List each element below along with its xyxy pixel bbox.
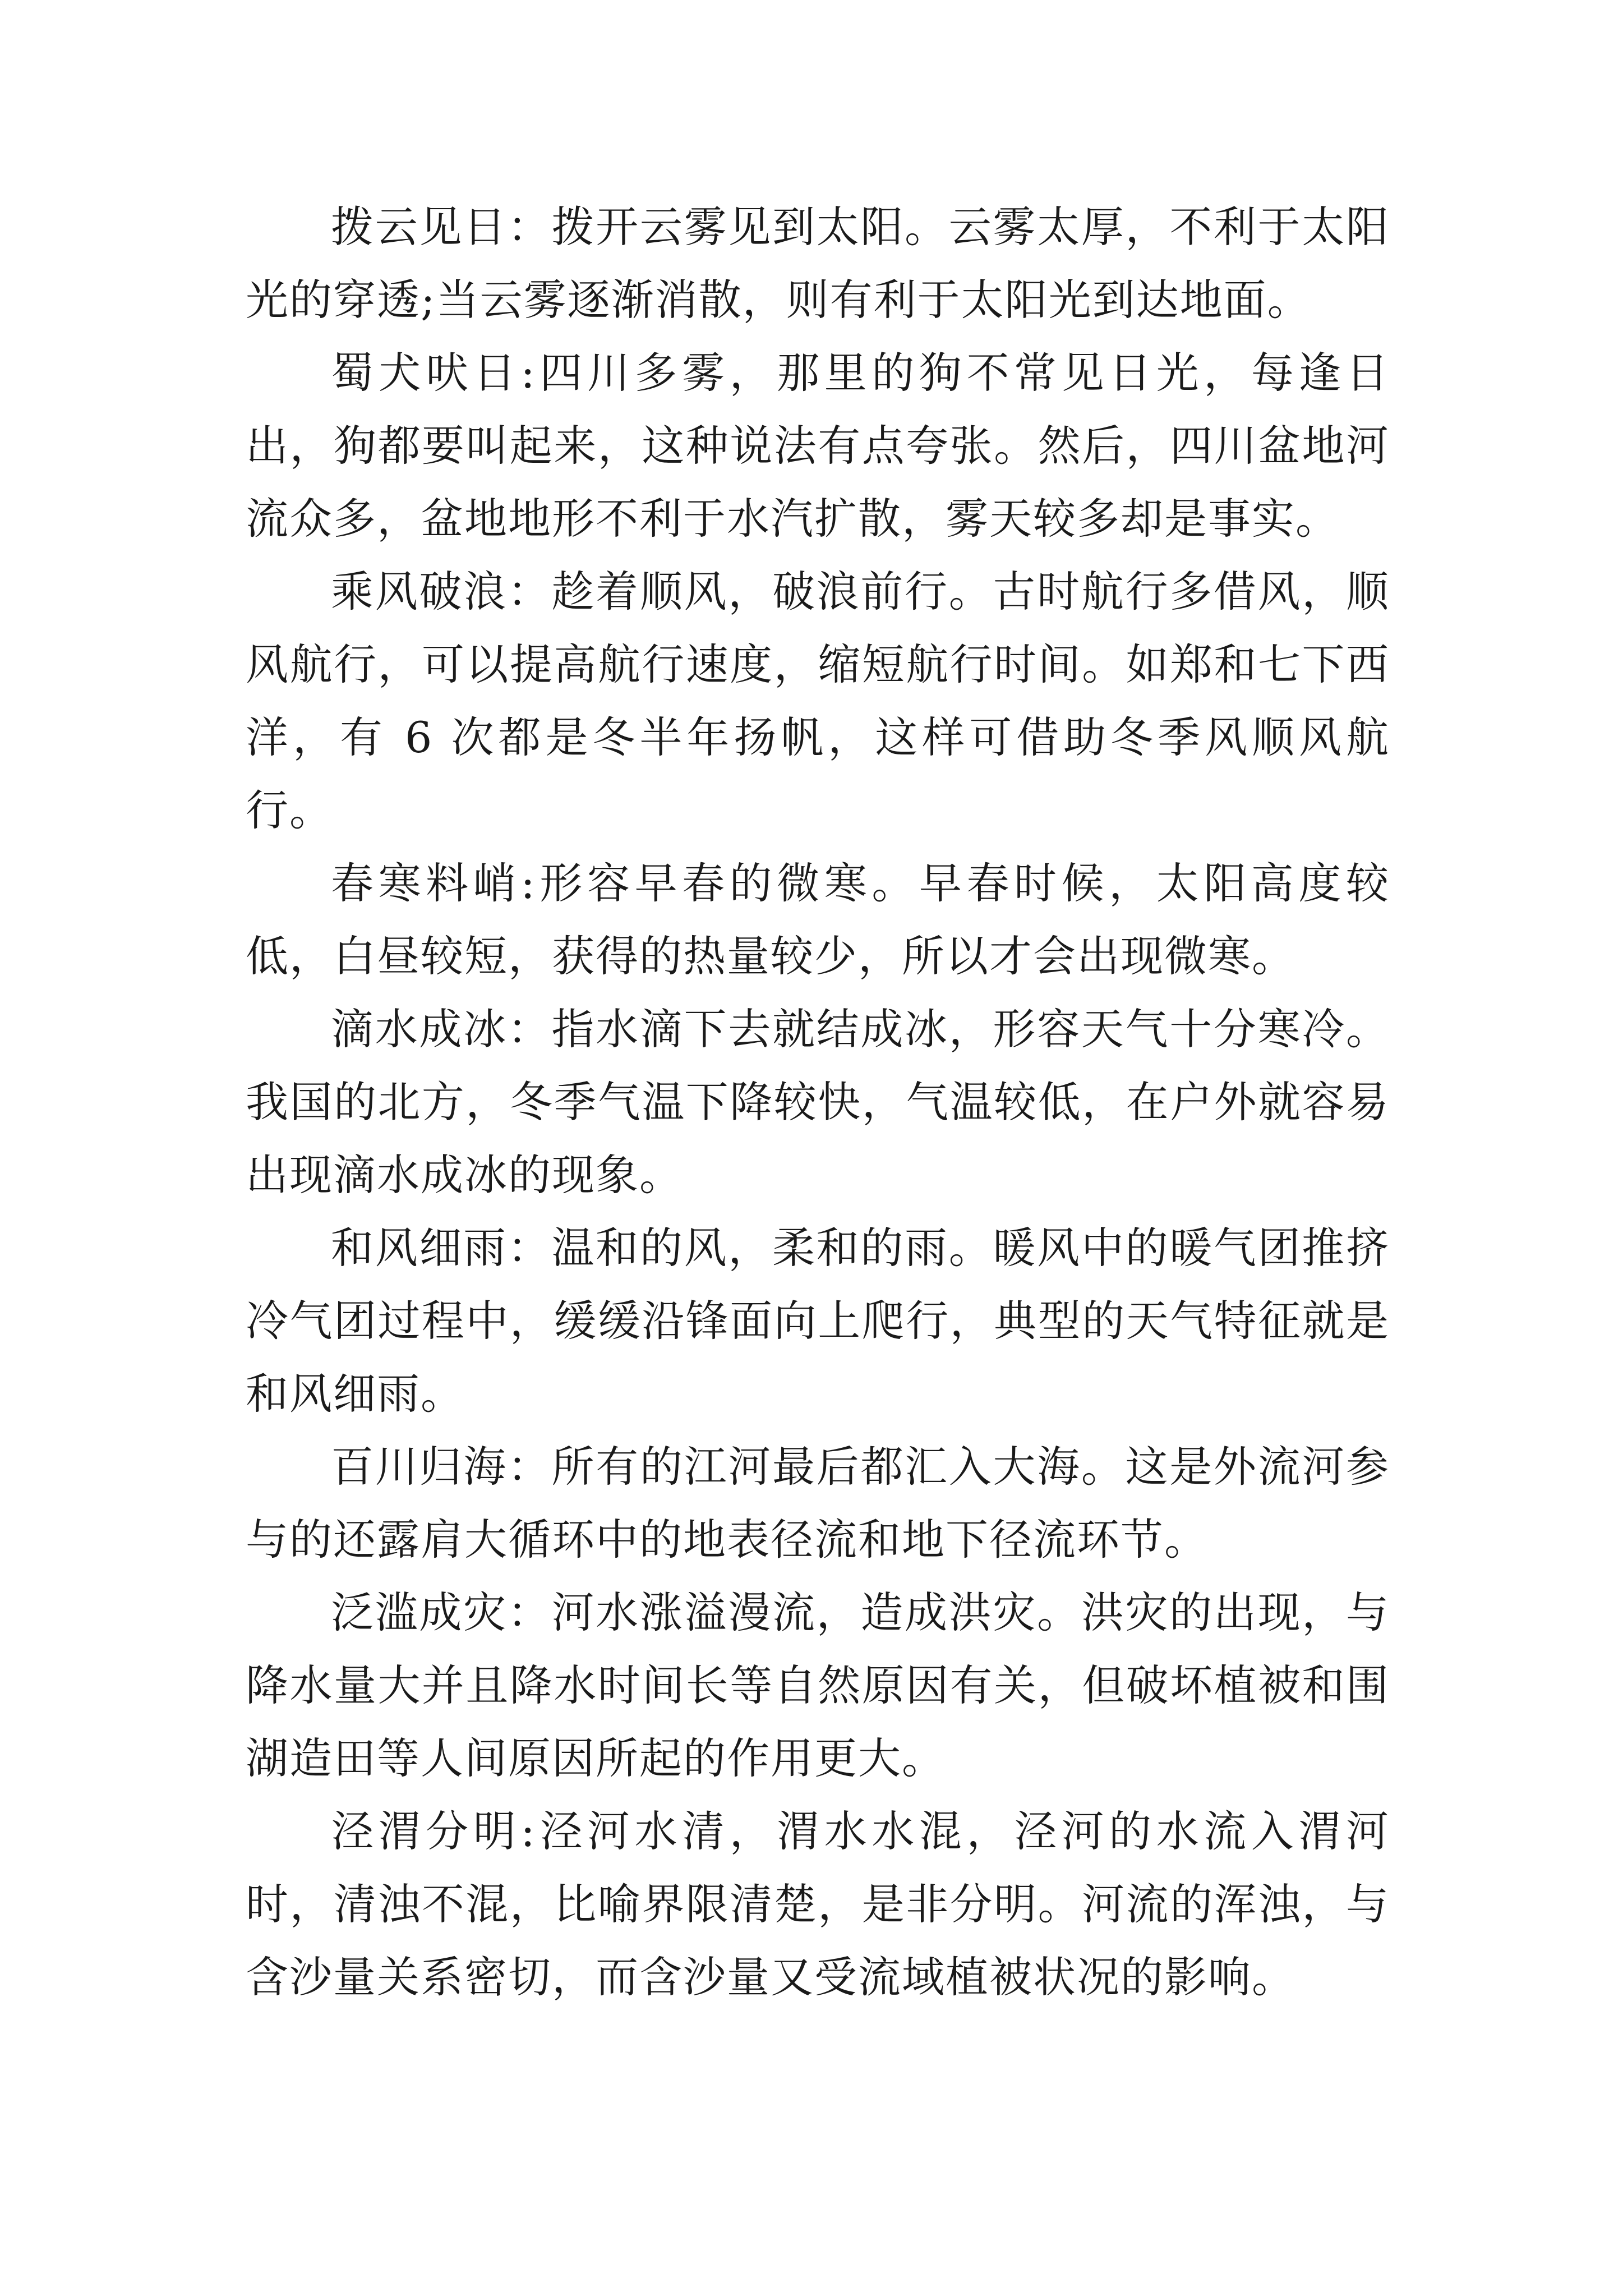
paragraph-boyunjianri: 拨云见日：拨开云雾见到太阳。云雾太厚，不利于太阳光的穿透;当云雾逐渐消散，则有利于太阳光到达地面。 [246,202,1390,325]
paragraph-shuquanfeiri: 蜀犬吠日:四川多雾，那里的狗不常见日光，每逢日出，狗都要叫起来，这种说法有点夸张。然后，四川盆地河流众多，盆地地形不利于水汽扩散，雾天较多却是事实。 [246,348,1390,544]
paragraph-hefengxiyu: 和风细雨：温和的风，柔和的雨。暖风中的暖气团推挤冷气团过程中，缓缓沿锋面向上爬行，典型的天气特征就是和风细雨。 [246,1223,1390,1419]
paragraph-chunhanliaoqiao: 春寒料峭:形容早春的微寒。早春时候，太阳高度较低，白昼较短，获得的热量较少，所以才会出现微寒。 [246,858,1390,981]
paragraph-fanlanchengzai: 泛滥成灾：河水涨溢漫流，造成洪灾。洪灾的出现，与降水量大并且降水时间长等自然原因有关，但破坏植被和围湖造田等人间原因所起的作用更大。 [246,1588,1390,1783]
paragraph-chengfengpolang: 乘风破浪：趁着顺风，破浪前行。古时航行多借风，顺风航行，可以提高航行速度，缩短航行时间。如郑和七下西洋，有 6 次都是冬半年扬帆，这样可借助冬季风顺风航行。 [246,567,1390,835]
paragraph-jingweifenming: 泾渭分明:泾河水清，渭水水混，泾河的水流入渭河时，清浊不混，比喻界限清楚，是非分明。河流的浑浊，与含沙量关系密切，而含沙量又受流域植被状况的影响。 [246,1806,1390,2002]
paragraph-baichuanguihai: 百川归海：所有的江河最后都汇入大海。这是外流河参与的还露肩大循环中的地表径流和地下径流环节。 [246,1442,1390,1565]
document-body [246,191,1390,2014]
paragraph-dishuichengbing: 滴水成冰：指水滴下去就结成冰，形容天气十分寒冷。我国的北方，冬季气温下降较快，气温较低，在户外就容易出现滴水成冰的现象。 [246,1004,1390,1200]
